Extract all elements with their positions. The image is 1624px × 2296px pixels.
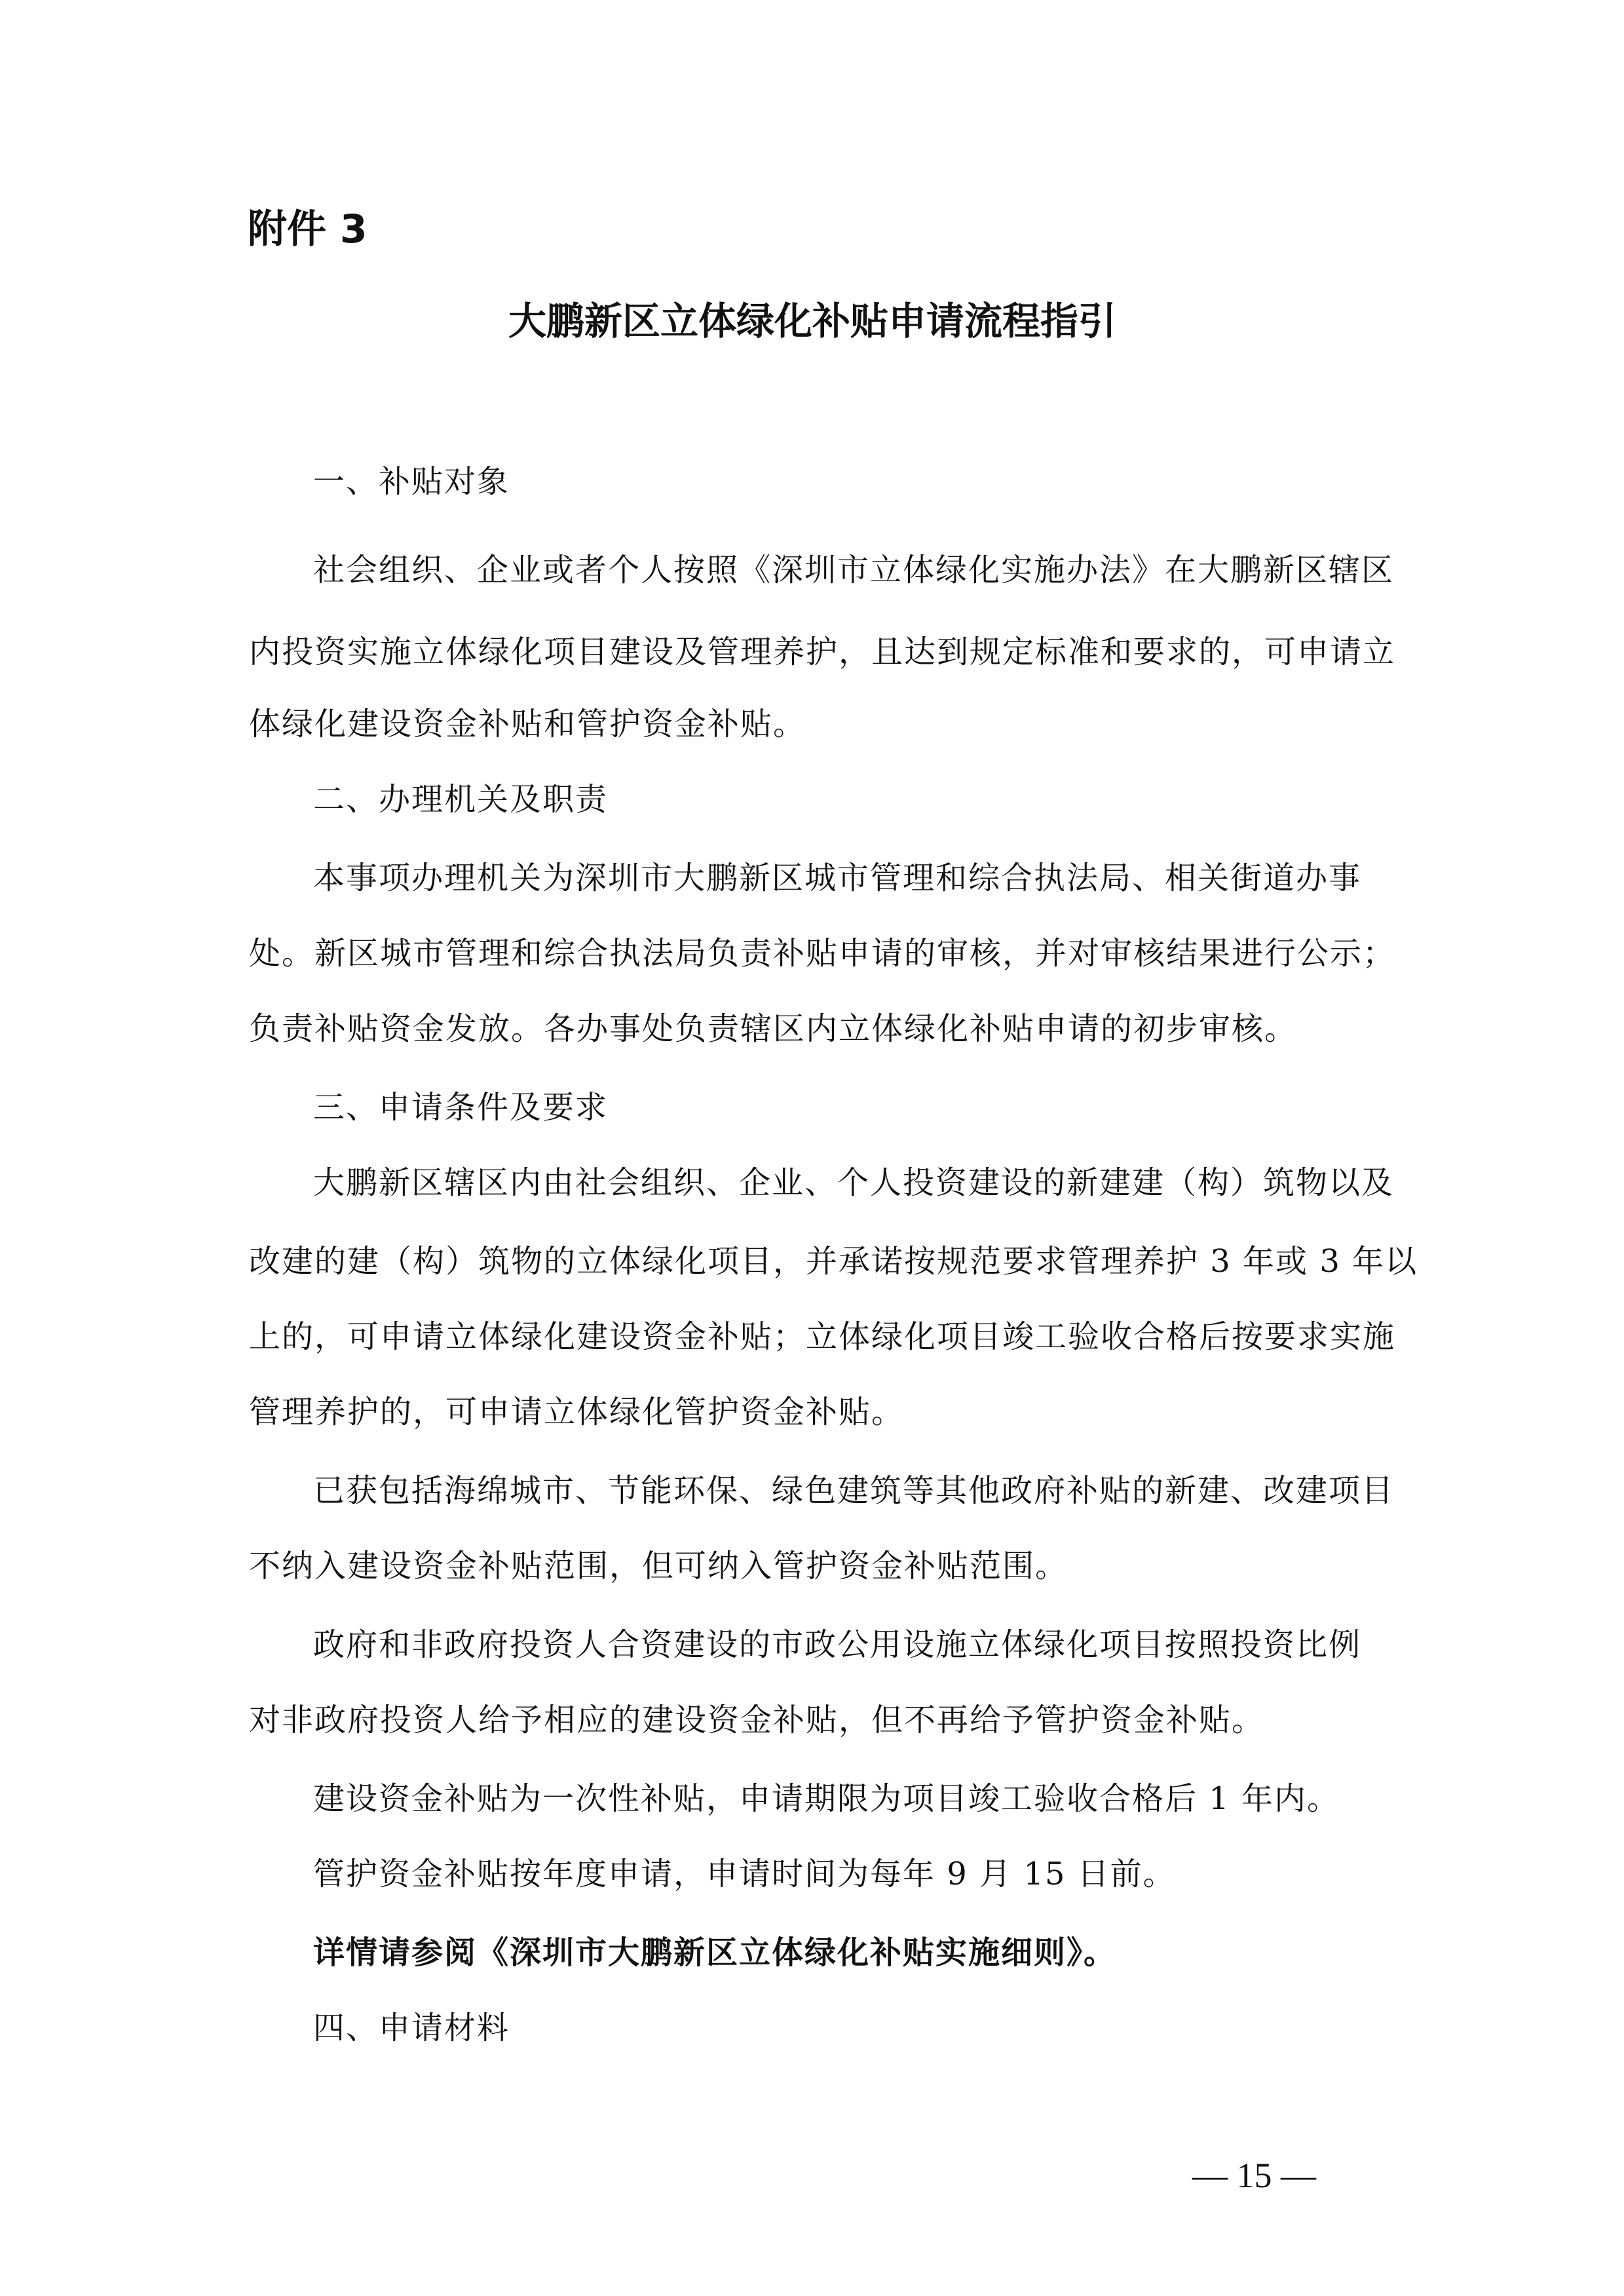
section-heading-4: 四、申请材料 bbox=[313, 2010, 510, 2046]
document-title: 大鹏新区立体绿化补贴申请流程指引 bbox=[508, 299, 1116, 343]
reference-note: 详情请参阅《深圳市大鹏新区立体绿化补贴实施细则》。 bbox=[313, 1934, 1117, 1971]
body-line: 大鹏新区辖区内由社会组织、企业、个人投资建设的新建建（构）筑物以及 bbox=[313, 1164, 1395, 1201]
body-line: 管理养护的，可申请立体绿化管护资金补贴。 bbox=[249, 1394, 905, 1430]
section-heading-2: 二、办理机关及职责 bbox=[313, 781, 609, 818]
body-line: 对非政府投资人给予相应的建设资金补贴，但不再给予管护资金补贴。 bbox=[249, 1702, 1265, 1738]
body-line: 处。新区城市管理和综合执法局负责补贴申请的审核，并对审核结果进行公示； bbox=[249, 935, 1396, 972]
body-line: 体绿化建设资金补贴和管护资金补贴。 bbox=[249, 706, 806, 742]
attachment-label: 附件 3 bbox=[248, 206, 368, 252]
page-number: — 15 — bbox=[1192, 2156, 1316, 2195]
body-line: 本事项办理机关为深圳市大鹏新区城市管理和综合执法局、相关街道办事 bbox=[313, 860, 1362, 896]
body-line: 已获包括海绵城市、节能环保、绿色建筑等其他政府补贴的新建、改建项目 bbox=[313, 1472, 1395, 1509]
body-line: 负责补贴资金发放。各办事处负责辖区内立体绿化补贴申请的初步审核。 bbox=[249, 1010, 1298, 1047]
body-line: 管护资金补贴按年度申请，申请时间为每年 9 月 15 日前。 bbox=[313, 1856, 1176, 1892]
body-line: 政府和非政府投资人合资建设的市政公用设施立体绿化项目按照投资比例 bbox=[313, 1626, 1362, 1663]
body-line: 上的，可申请立体绿化建设资金补贴；立体绿化项目竣工验收合格后按要求实施 bbox=[249, 1318, 1396, 1355]
body-line: 不纳入建设资金补贴范围，但可纳入管护资金补贴范围。 bbox=[249, 1548, 1068, 1584]
body-line: 社会组织、企业或者个人按照《深圳市立体绿化实施办法》在大鹏新区辖区 bbox=[313, 552, 1395, 588]
body-line: 改建的建（构）筑物的立体绿化项目，并承诺按规范要求管理养护 3 年或 3 年以 bbox=[249, 1243, 1418, 1280]
section-heading-3: 三、申请条件及要求 bbox=[313, 1089, 609, 1126]
section-heading-1: 一、补贴对象 bbox=[313, 463, 510, 500]
body-line: 内投资实施立体绿化项目建设及管理养护，且达到规定标准和要求的，可申请立 bbox=[249, 634, 1396, 670]
body-line: 建设资金补贴为一次性补贴，申请期限为项目竣工验收合格后 1 年内。 bbox=[313, 1780, 1340, 1817]
